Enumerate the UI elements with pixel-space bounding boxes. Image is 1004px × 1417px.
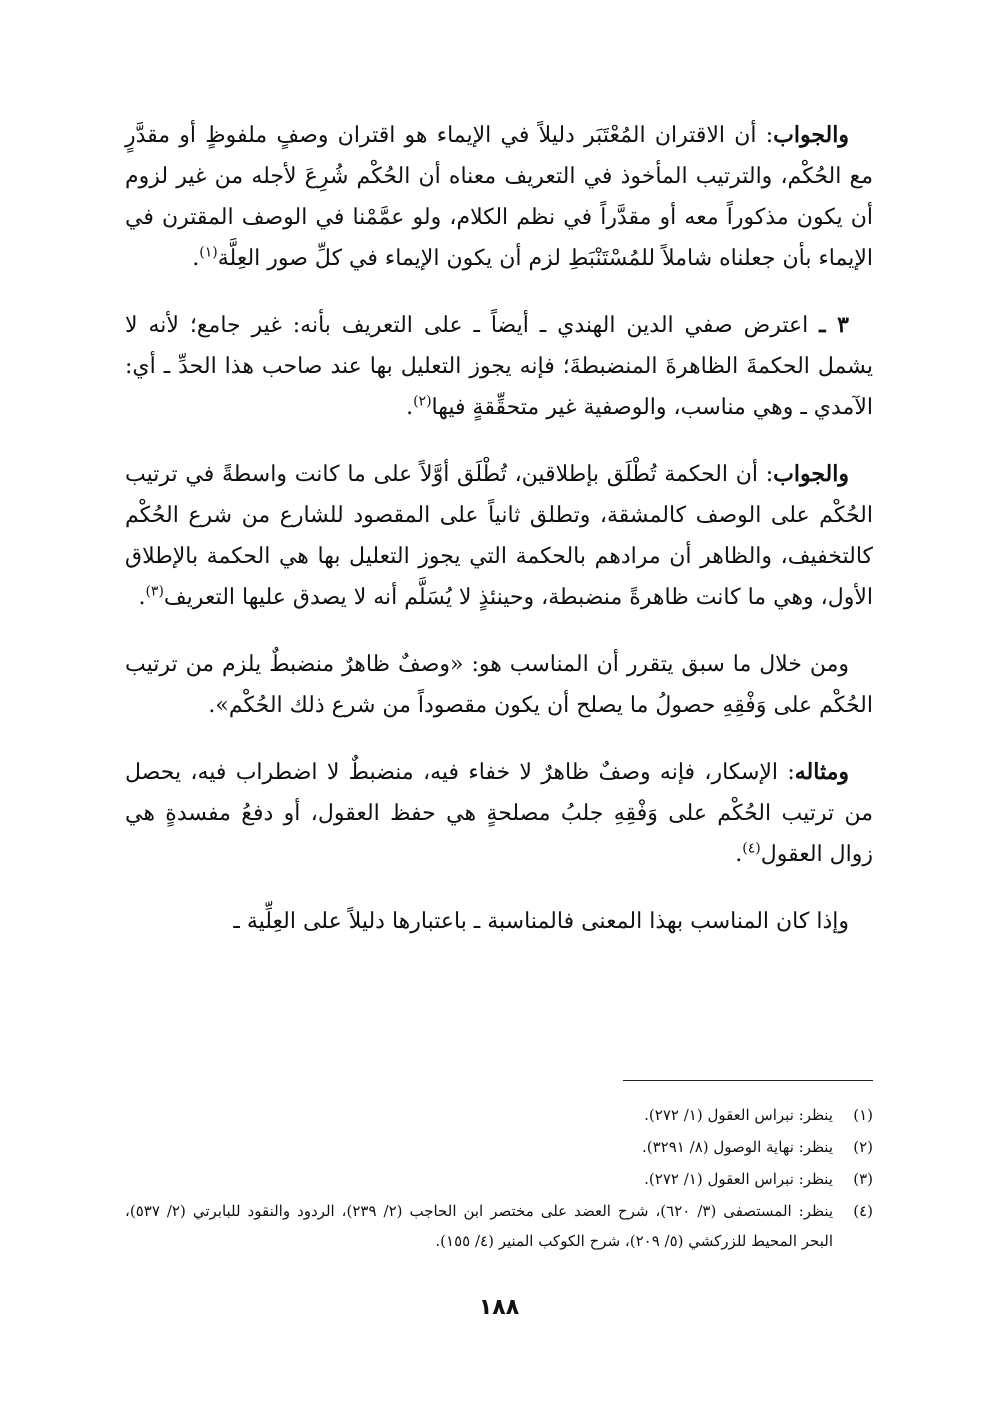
paragraph-text: : أن الحكمة تُطْلَق بإطلاقين، تُطْلَق أوَّلاً على ما كانت واسطةً في ترتيب الحُكْم على الوصف كالمشقة، وتطلق ثانياً على المقصود للشارع من شرع الحُكْم كالتخفيف، والظاهر أن مرادهم بالحكمة التي يجوز التعليل بها هي الحكمة بالإطلاق الأول، وهي ما كانت ظاهرةً منضبطة، وحينئذٍ لا يُسَلَّم أنه لا يصدق عليها التعريف — [125, 462, 873, 610]
paragraph-lead: ٣ ـ — [819, 312, 849, 338]
paragraph-text: : أن الاقتران المُعْتَبَر دليلاً في الإيماء هو اقتران وصفٍ ملفوظٍ أو مقدَّرٍ مع الحُكْم، والترتيب المأخوذ في التعريف معناه أن الحُكْم شُرِعَ لأجله من غير لزوم أن يكون مذكوراً معه أو مقدَّراً في نظم الكلام، ولو عمَّمْنا في الوصف المقترن في الإيماء بأن جعلناه شاملاً للمُسْتَنْبَطِ لزم أن يكون الإيماء في كلِّ صور العِلَّة — [125, 123, 873, 271]
paragraph-lead: ومثاله — [794, 759, 849, 785]
footnote-reference[interactable]: (٢) — [413, 393, 432, 410]
footnote-reference[interactable]: (٣) — [145, 583, 164, 600]
footnote-item — [125, 1164, 873, 1194]
paragraph-text: ومن خلال ما سبق يتقرر أن المناسب هو: «وصفٌ ظاهرٌ منضبطٌ يلزم من ترتيب الحُكْم على وَفْقِهِ حصولُ ما يصلح أن يكون مقصوداً من شرع ذلك الحُكْم». — [125, 652, 873, 718]
footnote-reference[interactable]: (٤) — [742, 840, 761, 857]
footnote-number: (٢) — [853, 1138, 873, 1156]
footnote-item — [125, 1132, 873, 1162]
paragraph-3 — [125, 454, 873, 618]
paragraph-4 — [125, 644, 873, 726]
footnotes — [125, 1100, 873, 1258]
paragraph-end: . — [406, 395, 414, 420]
footnote-number: (٣) — [853, 1170, 873, 1188]
footnote-text: ينظر: المستصفى (٣/ ٦٢٠)، شرح العضد على مختصر ابن الحاجب (٢/ ٢٣٩)، الردود والنقود للبابرتي (٢/ ٥٣٧)، البحر المحيط للزركشي (٥/ ٢٠٩)، شرح الكوكب المنير (٤/ ١٥٥). — [125, 1202, 834, 1250]
page-body — [125, 115, 873, 1355]
paragraph-end: . — [138, 585, 146, 610]
footnote-reference[interactable]: (١) — [199, 244, 218, 261]
paragraph-text: اعترض صفي الدين الهندي ـ أيضاً ـ على التعريف بأنه: غير جامع؛ لأنه لا يشمل الحكمةَ الظاهرةَ المنضبطةَ؛ فإنه يجوز التعليل بها عند صاحب هذا الحدِّ ـ أي: الآمدي ـ وهي مناسب، والوصفية غير متحقِّقةٍ فيها — [125, 313, 873, 420]
page-number: ١٨٨ — [478, 1295, 520, 1320]
paragraph-lead: والجواب — [773, 122, 849, 148]
footnote-item — [125, 1196, 873, 1256]
paragraph-end: . — [735, 842, 743, 867]
footnote-text: ينظر: نبراس العقول (١/ ٢٧٢). — [644, 1170, 833, 1188]
paragraph-end: . — [192, 246, 200, 271]
footnote-number: (٤) — [853, 1202, 873, 1220]
footnote-item — [125, 1100, 873, 1130]
paragraph-text: : الإسكار، فإنه وصفٌ ظاهرٌ لا خفاء فيه، منضبطٌ لا اضطراب فيه، يحصل من ترتيب الحُكْم على وَفْقِهِ جلبُ مصلحةٍ هي حفظ العقول، أو دفعُ مفسدةٍ هي زوال العقول — [125, 760, 873, 867]
paragraph-1 — [125, 115, 873, 279]
footnote-text: ينظر: نهاية الوصول (٨/ ٣٢٩١). — [642, 1138, 833, 1156]
paragraph-text: وإذا كان المناسب بهذا المعنى فالمناسبة ـ باعتبارها دليلاً على العِلِّية ـ — [233, 909, 849, 934]
paragraph-2 — [125, 305, 873, 428]
paragraph-lead: والجواب — [773, 461, 849, 487]
footnote-text: ينظر: نبراس العقول (١/ ٢٧٢). — [644, 1106, 833, 1124]
footnote-divider — [623, 1080, 873, 1081]
paragraph-6 — [125, 901, 873, 942]
paragraph-5 — [125, 752, 873, 875]
footnote-number: (١) — [853, 1106, 873, 1124]
